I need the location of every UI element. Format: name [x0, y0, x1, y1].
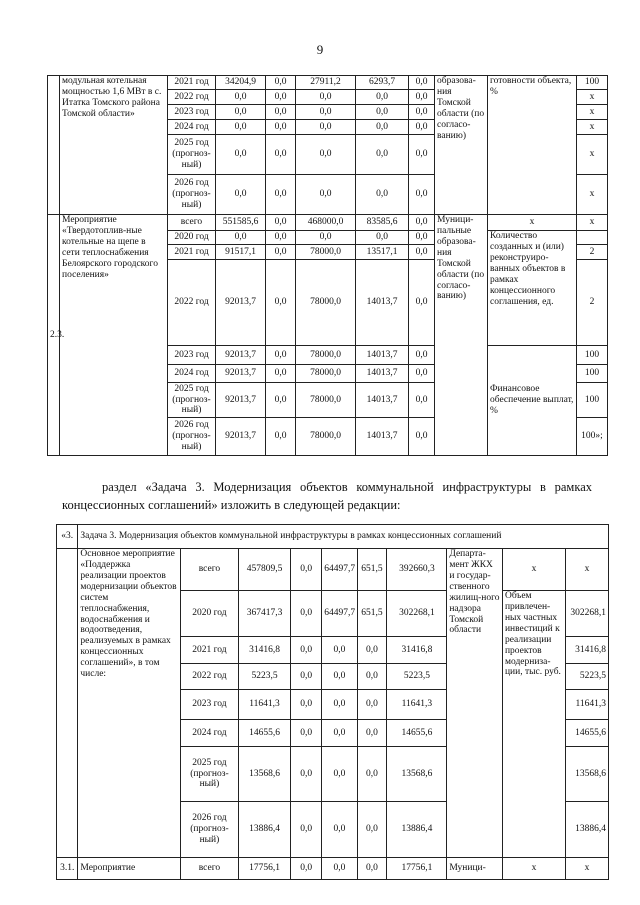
executor-cell: Муници-пальные образова-ния Томской области (по согласо-ванию): [435, 215, 488, 456]
amount-cell: 11641,3: [387, 690, 447, 720]
amount-cell: 0,0: [296, 175, 356, 215]
amount-cell: 14013,7: [356, 346, 409, 365]
amount-cell: 0,0: [266, 90, 296, 105]
table-cell: x: [566, 858, 609, 880]
year-cell: 2025 год (прогноз-ный): [168, 135, 216, 175]
indicator-value: [577, 231, 608, 245]
amount-cell: 651,5: [357, 549, 387, 591]
amount-cell: 0,0: [409, 383, 435, 418]
indicator-value: x: [566, 549, 609, 591]
amount-cell: 91517,1: [216, 245, 266, 260]
indicator-cell: Объем привлечен-ных частных инвестиций к реализации проектов модерниза-ции, тыс. руб.: [502, 591, 565, 858]
amount-cell: 0,0: [409, 135, 435, 175]
year-cell: 2026 год (прогноз-ный): [168, 418, 216, 456]
amount-cell: 0,0: [296, 231, 356, 245]
amount-cell: 0,0: [266, 76, 296, 90]
amount-cell: 5223,5: [238, 664, 290, 690]
year-cell: 2025 год (прогноз-ный): [168, 383, 216, 418]
year-cell: всего: [168, 215, 216, 231]
amount-cell: 0,0: [357, 690, 387, 720]
year-cell: 2023 год: [181, 690, 239, 720]
measure-description: Мероприятие «Твердотоплив-ные котельные на щепе в сети теплоснабжения Белоярского городского поселения»: [60, 215, 168, 456]
amount-cell: 13886,4: [387, 802, 447, 858]
amount-cell: 0,0: [357, 720, 387, 747]
amount-cell: 0,0: [357, 664, 387, 690]
indicator-value: 11641,3: [566, 690, 609, 720]
task-title-cell: Задача 3. Модернизация объектов коммунальной инфраструктуры в рамках концессионных соглашений: [78, 525, 609, 549]
amount-cell: 0,0: [356, 120, 409, 135]
year-cell: 2021 год: [168, 76, 216, 90]
table-continuation: [47, 75, 608, 456]
year-cell: 2020 год: [181, 591, 239, 637]
amount-cell: 0,0: [266, 135, 296, 175]
amount-cell: 0,0: [409, 418, 435, 456]
amount-cell: 0,0: [357, 802, 387, 858]
amount-cell: 0,0: [291, 690, 322, 720]
amount-cell: 457809,5: [238, 549, 290, 591]
table-cell: всего: [181, 858, 239, 880]
amount-cell: 0,0: [291, 720, 322, 747]
amount-cell: 92013,7: [216, 365, 266, 383]
amount-cell: 31416,8: [238, 637, 290, 664]
executor-cell: образова-ния Томской области (по согласо-ванию): [435, 76, 488, 215]
table-cell: Муници-: [447, 858, 503, 880]
amount-cell: 0,0: [409, 260, 435, 346]
amount-cell: 0,0: [291, 802, 322, 858]
year-cell: всего: [181, 549, 239, 591]
amount-cell: 78000,0: [296, 346, 356, 365]
year-cell: 2023 год: [168, 346, 216, 365]
amount-cell: 78000,0: [296, 260, 356, 346]
measure-description: модульная котельная мощностью 1,6 МВт в с. Итатка Томского района Томской области»: [60, 76, 168, 215]
indicator-value: 14655,6: [566, 720, 609, 747]
amount-cell: 78000,0: [296, 383, 356, 418]
year-cell: 2024 год: [168, 120, 216, 135]
table-row: [57, 858, 609, 880]
indicator-value: x: [577, 120, 608, 135]
amount-cell: 0,0: [322, 664, 357, 690]
year-cell: 2026 год (прогноз-ный): [168, 175, 216, 215]
measure-description: Основное мероприятие «Поддержка реализации проектов модернизации объектов систем теплоснабжения, водоснабжения и водоотведения, реализуемых в рамках концессионных соглашений», в том числе:: [78, 549, 181, 858]
amount-cell: 0,0: [409, 76, 435, 90]
amendment-paragraph: раздел «Задача 3. Модернизация объектов коммунальной инфраструктуры в рамках концессионных соглашений» изложить в следующей редакции:: [62, 480, 592, 512]
amount-cell: 0,0: [322, 802, 357, 858]
amount-cell: 13568,6: [387, 747, 447, 802]
amount-cell: 13886,4: [238, 802, 290, 858]
amount-cell: 83585,6: [356, 215, 409, 231]
amount-cell: 6293,7: [356, 76, 409, 90]
amount-cell: 5223,5: [387, 664, 447, 690]
amount-cell: 0,0: [356, 90, 409, 105]
year-cell: 2021 год: [181, 637, 239, 664]
indicator-cell: Финансовое обеспечение выплат, %: [488, 346, 577, 456]
amount-cell: 78000,0: [296, 418, 356, 456]
amount-cell: 0,0: [322, 690, 357, 720]
amount-cell: 0,0: [216, 231, 266, 245]
amount-cell: 0,0: [322, 637, 357, 664]
amount-cell: 0,0: [291, 664, 322, 690]
amount-cell: 0,0: [322, 720, 357, 747]
table-cell: x: [502, 858, 565, 880]
year-cell: 2023 год: [168, 105, 216, 120]
amount-cell: 0,0: [356, 231, 409, 245]
amount-cell: 0,0: [266, 231, 296, 245]
table-cell: 0,0: [322, 858, 357, 880]
amount-cell: 0,0: [216, 135, 266, 175]
table-cell: 0,0: [291, 858, 322, 880]
amount-cell: 0,0: [296, 120, 356, 135]
amount-cell: 392660,3: [387, 549, 447, 591]
amount-cell: 0,0: [296, 135, 356, 175]
table-cell: 0,0: [357, 858, 387, 880]
amount-cell: 64497,7: [322, 591, 357, 637]
amount-cell: 0,0: [409, 245, 435, 260]
indicator-value: 31416,8: [566, 637, 609, 664]
amount-cell: 0,0: [216, 90, 266, 105]
indicator-cell: Количество созданных и (или) реконструиро-ванных объектов в рамках концессионного соглашения, ед.: [488, 231, 577, 346]
amount-cell: 0,0: [356, 175, 409, 215]
amount-cell: 14013,7: [356, 365, 409, 383]
year-cell: 2024 год: [181, 720, 239, 747]
amount-cell: 0,0: [356, 105, 409, 120]
amount-cell: 0,0: [409, 90, 435, 105]
amount-cell: 0,0: [296, 90, 356, 105]
indicator-value: 13568,6: [566, 747, 609, 802]
indicator-value: 13886,4: [566, 802, 609, 858]
year-cell: 2026 год (прогноз-ный): [181, 802, 239, 858]
amount-cell: 14013,7: [356, 260, 409, 346]
amount-cell: 468000,0: [296, 215, 356, 231]
table-row: [48, 76, 608, 90]
amount-cell: 0,0: [291, 591, 322, 637]
amount-cell: 0,0: [409, 346, 435, 365]
amount-cell: 0,0: [266, 120, 296, 135]
amount-cell: 64497,7: [322, 549, 357, 591]
table-cell: 17756,1: [387, 858, 447, 880]
indicator-value: 2: [577, 245, 608, 260]
year-cell: 2025 год (прогноз-ный): [181, 747, 239, 802]
row-number-cell: [57, 549, 78, 858]
indicator-value: 100»;: [577, 418, 608, 456]
amount-cell: 11641,3: [238, 690, 290, 720]
amount-cell: 0,0: [357, 637, 387, 664]
amount-cell: 14655,6: [238, 720, 290, 747]
amount-cell: 0,0: [266, 175, 296, 215]
amount-cell: 14013,7: [356, 418, 409, 456]
amount-cell: 78000,0: [296, 245, 356, 260]
amount-cell: 92013,7: [216, 383, 266, 418]
row-number-cell: [48, 76, 60, 215]
amount-cell: 0,0: [216, 175, 266, 215]
row-number-cell: 2.3.: [48, 215, 60, 456]
indicator-value: 2: [577, 260, 608, 346]
year-cell: 2022 год: [168, 90, 216, 105]
amount-cell: 31416,8: [387, 637, 447, 664]
table-cell: Мероприятие: [78, 858, 181, 880]
amount-cell: 0,0: [322, 747, 357, 802]
page-number: 9: [316, 42, 324, 57]
amount-cell: 0,0: [216, 120, 266, 135]
amount-cell: 0,0: [266, 365, 296, 383]
amount-cell: 0,0: [266, 383, 296, 418]
year-cell: 2022 год: [168, 260, 216, 346]
indicator-value: x: [577, 90, 608, 105]
amount-cell: 13568,6: [238, 747, 290, 802]
amount-cell: 551585,6: [216, 215, 266, 231]
amount-cell: 0,0: [266, 215, 296, 231]
indicator-value: x: [577, 135, 608, 175]
amount-cell: 0,0: [357, 747, 387, 802]
table-cell: 3.1.: [57, 858, 78, 880]
table-task-3: [56, 524, 609, 880]
indicator-value: 5223,5: [566, 664, 609, 690]
table-cell: 17756,1: [238, 858, 290, 880]
year-cell: 2021 год: [168, 245, 216, 260]
table-row: [48, 215, 608, 231]
amount-cell: 302268,1: [387, 591, 447, 637]
amount-cell: 92013,7: [216, 346, 266, 365]
indicator-value: x: [577, 175, 608, 215]
amount-cell: 34204,9: [216, 76, 266, 90]
indicator-value: 100: [577, 346, 608, 365]
amount-cell: 0,0: [291, 549, 322, 591]
indicator-value: 302268,1: [566, 591, 609, 637]
amount-cell: 78000,0: [296, 365, 356, 383]
task-number-cell: «3.: [57, 525, 78, 549]
table-row: [57, 549, 609, 591]
amount-cell: 0,0: [409, 231, 435, 245]
amount-cell: 367417,3: [238, 591, 290, 637]
amount-cell: 0,0: [266, 260, 296, 346]
amount-cell: 0,0: [409, 175, 435, 215]
amount-cell: 27911,2: [296, 76, 356, 90]
amount-cell: 0,0: [296, 105, 356, 120]
indicator-value: 100: [577, 365, 608, 383]
amount-cell: 0,0: [409, 105, 435, 120]
year-cell: 2020 год: [168, 231, 216, 245]
indicator-cell: x: [502, 549, 565, 591]
amount-cell: 0,0: [266, 245, 296, 260]
indicator-value: 100: [577, 76, 608, 90]
table-row: [57, 525, 609, 549]
indicator-value: x: [577, 215, 608, 231]
amount-cell: 0,0: [291, 637, 322, 664]
year-cell: 2022 год: [181, 664, 239, 690]
amount-cell: 0,0: [216, 105, 266, 120]
indicator-value: x: [577, 105, 608, 120]
amount-cell: 0,0: [356, 135, 409, 175]
amount-cell: 651,5: [357, 591, 387, 637]
executor-cell: Департа-мент ЖКХ и государ-ственного жилищ-ного надзора Томской области: [447, 549, 503, 858]
indicator-cell: готовности объекта, %: [488, 76, 577, 215]
amount-cell: 14655,6: [387, 720, 447, 747]
amount-cell: 92013,7: [216, 260, 266, 346]
amount-cell: 0,0: [409, 120, 435, 135]
year-cell: 2024 год: [168, 365, 216, 383]
amount-cell: 0,0: [266, 105, 296, 120]
amount-cell: 14013,7: [356, 383, 409, 418]
amount-cell: 0,0: [266, 418, 296, 456]
amount-cell: 0,0: [266, 346, 296, 365]
amount-cell: 13517,1: [356, 245, 409, 260]
indicator-cell: x: [488, 215, 577, 231]
indicator-value: 100: [577, 383, 608, 418]
amount-cell: 0,0: [291, 747, 322, 802]
amount-cell: 92013,7: [216, 418, 266, 456]
amount-cell: 0,0: [409, 365, 435, 383]
amount-cell: 0,0: [409, 215, 435, 231]
